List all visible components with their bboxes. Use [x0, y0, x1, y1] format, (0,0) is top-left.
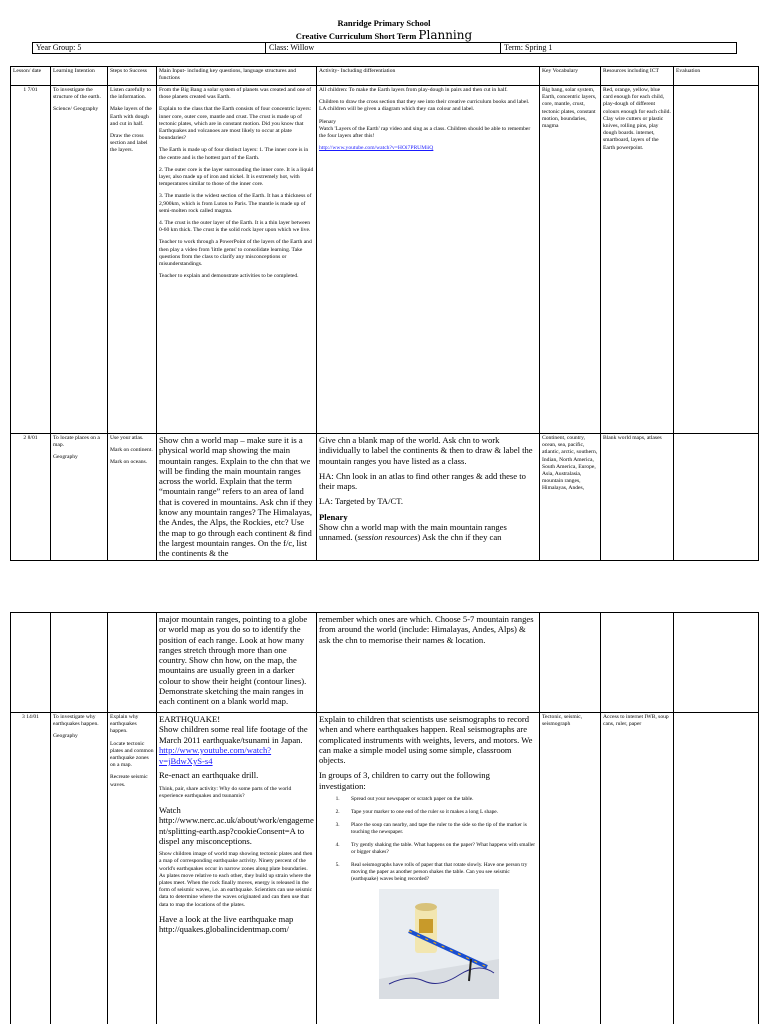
list-item: 3. Place the soup can nearby, and tape the ruler to the side so the tip of the marker is touching the newspaper. — [341, 822, 537, 836]
lesson-3-activity: Explain to children that scientists use seismographs to record when and where earthquakes happen. Real seismographs are complicated instruments with weights, levers, and motors. We can make a simple model using some simple, classroom objects. In groups of 3, children to carry out the following investigation: 1. Spread out your newspaper or scratch paper on the table. 2. Tape your marker to one end of the ruler so it makes a long L shape. 3. Place the soup can nearby, and tape the ruler to the side so the tip of the marker is touching the newspaper. 4. Try gently shaking the table. What happens on the paper? What happens with smaller or bigger shakes? 5. Real seismographs have rolls of paper that that rotate slowly. Have one person try moving the paper as another person shakes the table. Can you see seismic (earthquake) waves being recorded? — [317, 713, 540, 1024]
lesson-2-evaluation — [674, 434, 759, 561]
lesson-1-main-input: From the Big Bang a solar system of planets was created and one of those planets created was Earth. Explain to the class that the Earth consists of four concentric layers: inner core, outer core, mantle and crust. The crust is made up of tectonic plates, which are in constant motion. Did you know that Earthquakes and volcanoes are most likely to occur at plate boundaries? The Earth is made up of four distinct layers: 1. The inner core is in the centre and is the hottest part of the Earth. 2. The outer core is the layer surrounding the inner core. It is a liquid layer, also made up of iron and nickel. It is extremely hot, with temperatures similar to those of the inner core. 3. The mantle is the widest section of the Earth. It has a thickness of 2,900km, which is from Luton to Paris. The mantle is made up of semi-molten rock called magma. 4. The crust is the outer layer of the Earth. It is a thin layer between 0-60 km thick. The crust is the solid rock layer upon which we live. Teacher to work through a PowerPoint of the layers of the Earth and then play a video from 'little gems' to consolidate learning. Take questions from the class to clarify any misconceptions or misunderstandings. Teacher to explain and demonstrate activities to be completed. — [157, 86, 317, 434]
lesson-2-vocab: Continent, country, ocean, sea, pacific, atlantic, arctic, southern, Indian, North America, South America, Europe, Asia, Australasia, mountain ranges, Himalayas, Andes, — [540, 434, 601, 561]
col-learning-intention: Learning Intention — [51, 67, 108, 86]
lesson-3-date: 3 14/01 — [11, 713, 51, 1024]
nerc-link[interactable]: http://www.nerc.ac.uk/about/work/engagement/splitting-earth.asp?cookieConsent=A to dispel any misconceptions. — [159, 815, 314, 846]
list-item: 5. Real seismographs have rolls of paper that that rotate slowly. Have one person try moving the paper as another person shakes the table. Can you see seismic (earthquake) waves being recorded? — [341, 862, 537, 883]
page-2 — [0, 612, 768, 1024]
lesson-2-intention: To locate places on a map. Geography — [51, 434, 108, 561]
col-steps: Steps to Success — [108, 67, 157, 86]
col-lesson-date: Lesson/ date — [11, 67, 51, 86]
list-item: 2. Tape your marker to one end of the ruler so it makes a long L shape. — [341, 809, 537, 816]
document-header — [0, 17, 768, 42]
col-activity: Activity- Including differentiation — [317, 67, 540, 86]
header-row — [11, 67, 759, 86]
col-main-input: Main Input- including key questions, language structures and functions — [157, 67, 317, 86]
earthquake-video-link[interactable]: http://www.youtube.com/watch?v=jBdwXyS-s4 — [159, 744, 272, 767]
lesson-1-steps: Listen carefully to the information. Make layers of the Earth with dough and cut in half. Draw the cross section and label the layers. — [108, 86, 157, 434]
lesson-2-resources: Blank world maps, atlases — [601, 434, 674, 561]
lesson-1-row — [11, 86, 759, 434]
plan-title: Creative Curriculum Short Term Planning — [295, 28, 473, 42]
list-item: 4. Try gently shaking the table. What happens on the paper? What happens with smaller or bigger shakes? — [341, 842, 537, 856]
term: Term: Spring 1 — [501, 43, 737, 54]
planning-table — [10, 66, 759, 561]
lesson-2-continued-row — [11, 613, 759, 713]
lesson-1-vocab: Big bang, solar system, Earth, concentric layers, core, mantle, crust, tectonic plates, constant motion, boundaries, magma — [540, 86, 601, 434]
investigation-steps — [319, 796, 537, 883]
seismograph-photo-icon — [379, 889, 499, 999]
meta-table — [32, 42, 737, 54]
lesson-1-activity: All children: To make the Earth layers from play-dough in pairs and then cut in half. Children to draw the cross section that they see into their creative curriculum books and label. LA children will be given a diagram which they can colour and label. Plenary Watch 'Layers of the Earth' rap video and sing as a class. Children should be able to remember the four layers after this! http://www.youtube.com/watch?v=HOi7PRUMiiQ — [317, 86, 540, 434]
lesson-2-activity-continued: remember which ones are which. Choose 5-7 mountain ranges from around the world (include: Himalayas, Andes, Alps) & ask the chn to memorise their names & location. — [317, 613, 540, 713]
live-map-link[interactable]: http://quakes.globalincidentmap.com/ — [159, 924, 289, 935]
lesson-3-main-input: EARTHQUAKE! Show children some real life footage of the March 2011 earthquake/tsunami in Japan. http://www.youtube.com/watch?v=jBdwXyS-s4 Re-enact an earthquake drill. Think, pair, share activity: Why do some parts of the world experience earthquakes and tsunamis? Watch http://www.nerc.ac.uk/about/work/engagement/splitting-earth.asp?cookieConsent=A to dispel any misconceptions. Show children image of world map showing tectonic plates and then a map of corresponding earthquake activity. Ninety percent of the world's earthquakes occur in narrow zones along plate boundaries. As plates move relative to each other, they build up strain where the plates meet. When the rock finally moves, energy is released in the form of seismic waves, i.e. an earthquake. Scientists can use seismic data to determine where the waves originated and can then use that data to map the locations of the plates. Have a look at the live earthquake map http://quakes.globalincidentmap.com/ — [157, 713, 317, 1024]
lesson-1-date: 1 7/01 — [11, 86, 51, 434]
lesson-2-main-continued: major mountain ranges, pointing to a globe or world map as you do so to identify the position of each range. Look at how many ranges stretch through more than one country. Show chn how, on the map, the mountains are usually green in a darker colour to show their height (contour lines). Demonstrate sketching the main ranges in each continent on a blank world map. — [157, 613, 317, 713]
lesson-3-intention: To investigate why earthquakes happen. Geography — [51, 713, 108, 1024]
lesson-1-intention: To investigate the structure of the earth. Science/ Geography — [51, 86, 108, 434]
lesson-3-evaluation — [674, 713, 759, 1024]
school-name: Ranridge Primary School — [337, 18, 431, 28]
seismograph-experiment-photo — [379, 889, 499, 999]
lesson-2-main-input: Show chn a world map – make sure it is a physical world map showing the main mountain ranges. Explain to the chn that we will be finding the main mountain ranges across the world. Explain that the term “mountain range” refers to an area of land that is covered in mountains. Ask chn if they know any mountain ranges? The Himalayas, the Andes, the Alps, the Rockies, etc? Use the map to go through each continent & find the largest mountain ranges. On the f/c, list the continents & the — [157, 434, 317, 561]
col-evaluation: Evaluation — [674, 67, 759, 86]
col-resources: Resources including ICT — [601, 67, 674, 86]
lesson-2-date: 2 8/01 — [11, 434, 51, 561]
lesson-1-video-link[interactable]: http://www.youtube.com/watch?v=HOi7PRUMiiQ — [319, 145, 434, 152]
lesson-1-resources: Red, orange, yellow, blue card enough for each child, play-dough of different colours enough for each child. Clay wire cutters or plastic knives, rolling pins, play dough boards. internet, smartboard, layers of the Earth powerpoint. — [601, 86, 674, 434]
lesson-3-row — [11, 713, 759, 1024]
lesson-3-vocab: Tectonic, seismic, seismograph — [540, 713, 601, 1024]
lesson-2-activity: Give chn a blank map of the world. Ask chn to work individually to label the continents & then to draw & label the mountain ranges you have listed as a class. HA: Chn look in an atlas to find other ranges & add these to their maps. LA: Targeted by TA/CT. Plenary Show chn a world map with the main mountain ranges unnamed. (session resources) Ask the chn if they can — [317, 434, 540, 561]
planning-table-continued — [10, 612, 759, 1024]
lesson-2-steps: Use your atlas. Mark on continent. Mark on oceans. — [108, 434, 157, 561]
lesson-3-steps: Explain why earthquakes happen. Locate tectonic plates and common earthquake zones on a map. Recreate seismic waves. — [108, 713, 157, 1024]
lesson-1-evaluation — [674, 86, 759, 434]
lesson-3-resources: Access to internet IWB, soup cans, ruler, paper — [601, 713, 674, 1024]
list-item: 1. Spread out your newspaper or scratch paper on the table. — [341, 796, 537, 803]
lesson-2-row — [11, 434, 759, 561]
col-key-vocab: Key Vocabulary — [540, 67, 601, 86]
class-name: Class: Willow — [266, 43, 501, 54]
year-group: Year Group: 5 — [33, 43, 266, 54]
